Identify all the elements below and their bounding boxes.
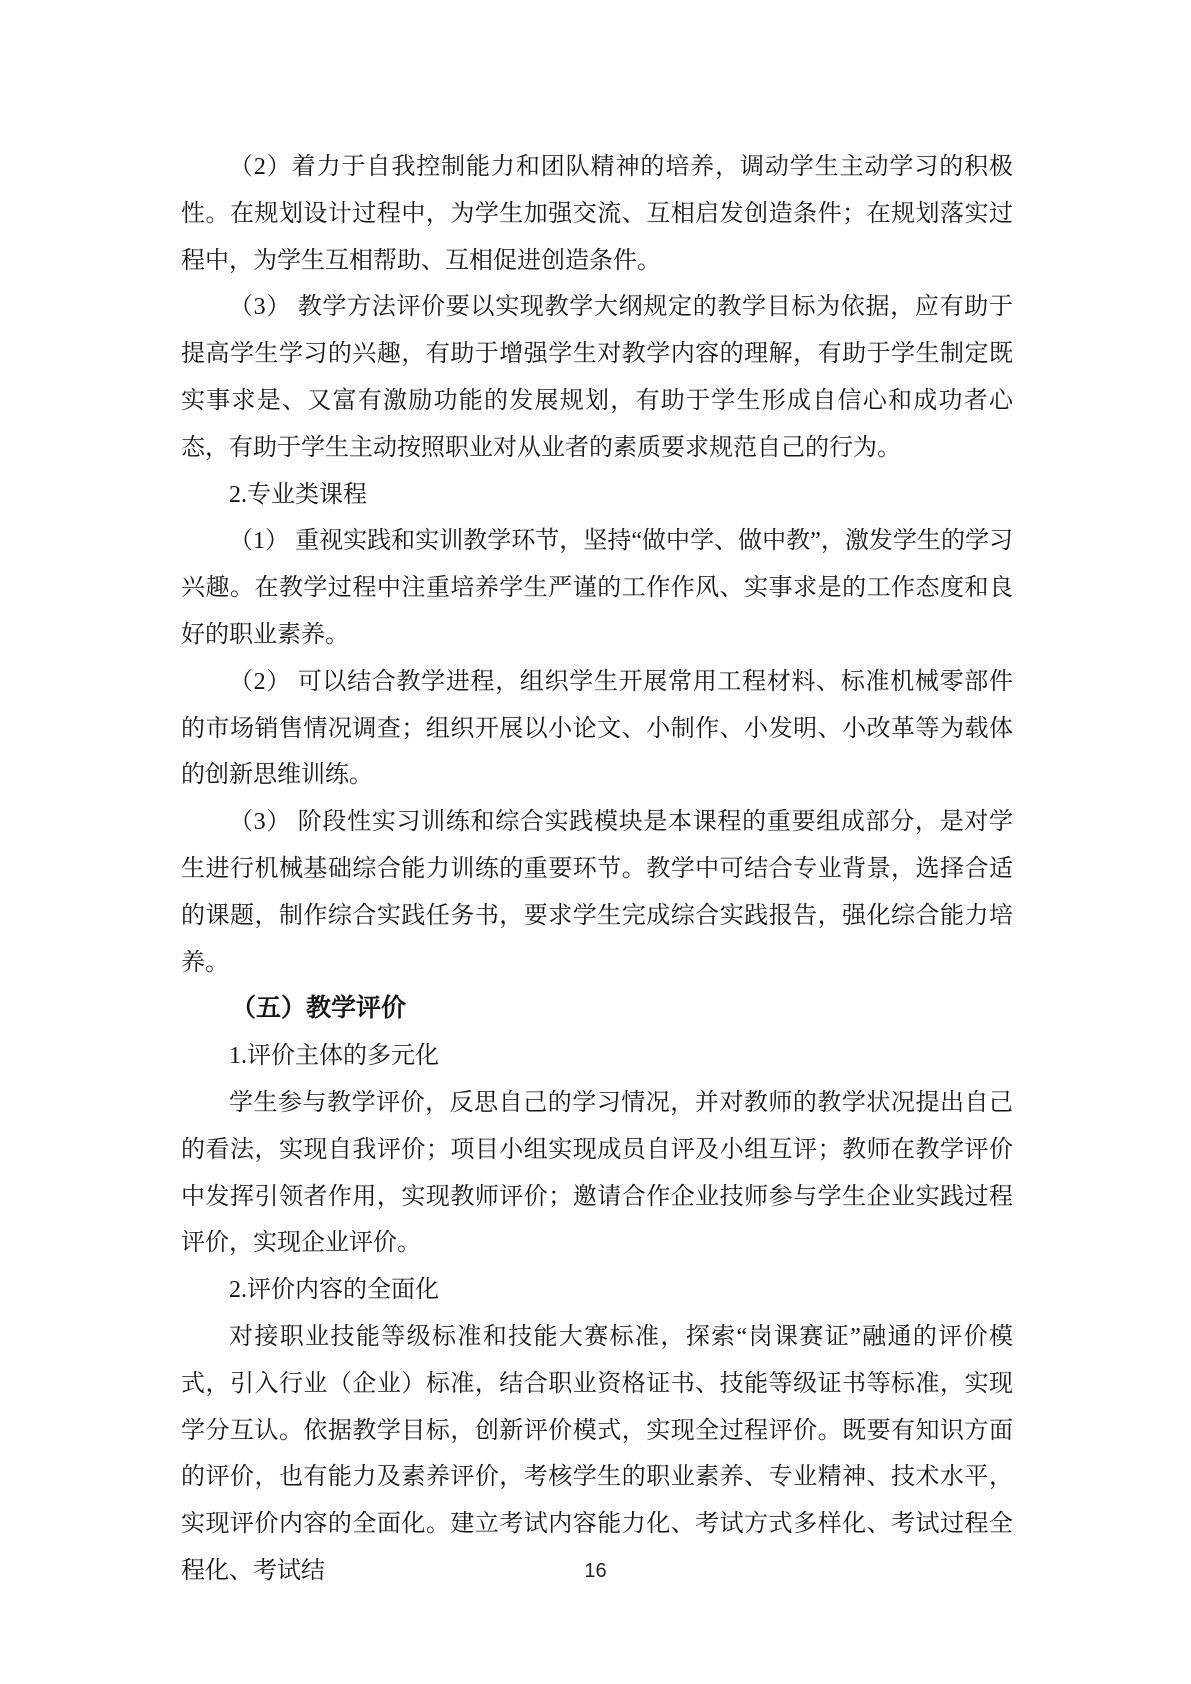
section-heading: （五）教学评价 <box>231 995 407 1023</box>
subsection-heading: 2.专业类课程 <box>229 481 367 508</box>
paragraph: 对接职业技能等级标准和技能大赛标准，探索“岗课赛证”融通的评价模式，引入行业（企业）标准，结合职业资格证书、技能等级证书等标准，实现学分互认。依据教学目标，创新评价模式，实现全过程评价。既要有知识方面的评价，也有能力及素养评价，考核学生的职业素养、专业精神、技术水平，实现评价内容的全面化。建立考试内容能力化、考试方式多样化、考试过程全程化、考试结 <box>181 1323 1013 1584</box>
paragraph: （2） 可以结合教学进程，组织学生开展常用工程材料、标准机械零部件的市场销售情况调查；组织开展以小论文、小制作、小发明、小改革等为载体的创新思维训练。 <box>181 668 1013 789</box>
page-content <box>181 144 1013 1595</box>
paragraph: 学生参与教学评价，反思自己的学习情况，并对教师的教学状况提出自己的看法，实现自我评价；项目小组实现成员自评及小组互评；教师在教学评价中发挥引领者作用，实现教师评价；邀请合作企业技师参与学生企业实践过程评价，实现企业评价。 <box>181 1089 1013 1257</box>
paragraph: （3） 教学方法评价要以实现教学大纲规定的教学目标为依据，应有助于提高学生学习的兴趣，有助于增强学生对教学内容的理解，有助于学生制定既实事求是、又富有激励功能的发展规划，有助于学生形成自信心和成功者心态，有助于学生主动按照职业对从业者的素质要求规范自己的行为。 <box>181 294 1013 461</box>
paragraph: （2）着力于自我控制能力和团队精神的培养，调动学生主动学习的积极性。在规划设计过程中，为学生加强交流、互相启发创造条件；在规划落实过程中，为学生互相帮助、互相促进创造条件。 <box>181 154 1013 274</box>
page-number: 16 <box>584 1560 607 1582</box>
subsection-heading: 2.评价内容的全面化 <box>229 1277 439 1304</box>
paragraph: （1） 重视实践和实训教学环节，坚持“做中学、做中教”，激发学生的学习兴趣。在教学过程中注重培养学生严谨的工作作风、实事求是的工作态度和良好的职业素养。 <box>181 528 1013 648</box>
paragraph: （3） 阶段性实习训练和综合实践模块是本课程的重要组成部分，是对学生进行机械基础综合能力训练的重要环节。教学中可结合专业背景，选择合适的课题，制作综合实践任务书，要求学生完成综合实践报告，强化综合能力培养。 <box>181 809 1013 976</box>
subsection-heading: 1.评价主体的多元化 <box>229 1043 439 1070</box>
